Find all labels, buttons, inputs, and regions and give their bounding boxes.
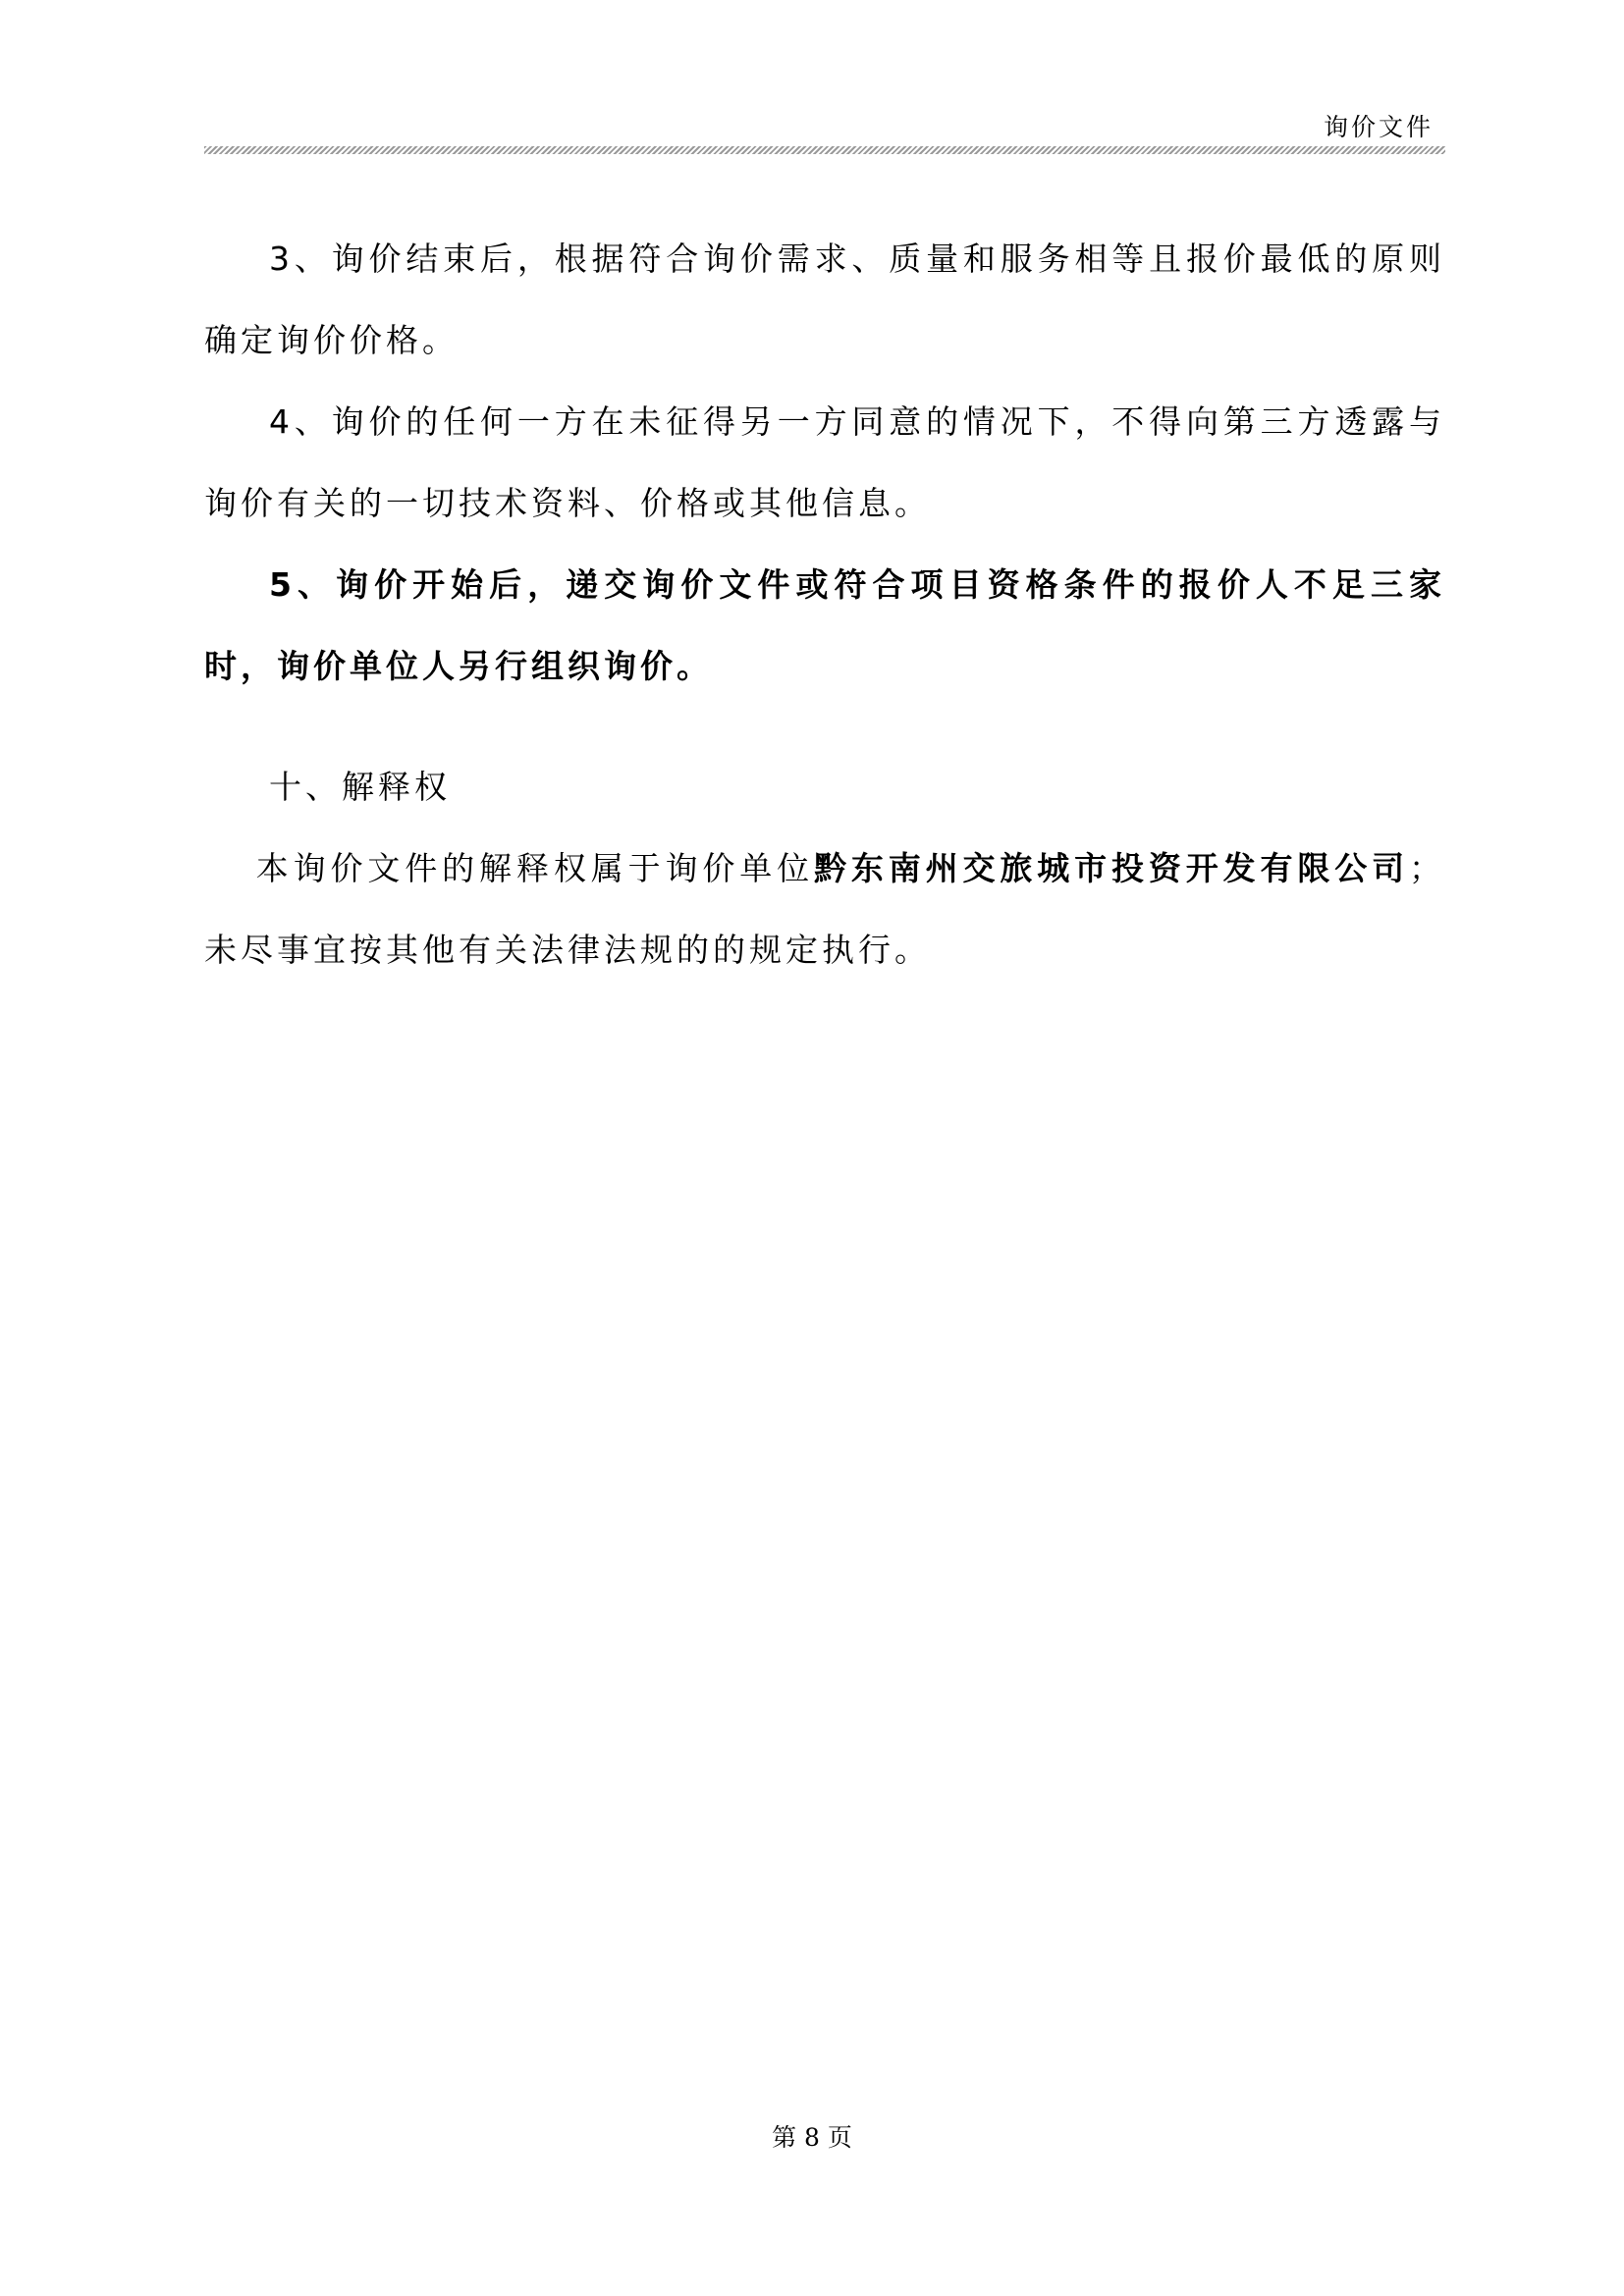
- page-number: 第 8 页: [772, 2123, 852, 2152]
- paragraph-4: 4、询价的任何一方在未征得另一方同意的情况下，不得向第三方透露与询价有关的一切技术资料、价格或其他信息。: [204, 402, 1445, 522]
- document-body: [204, 218, 1445, 990]
- header-title: 询价文件: [1323, 113, 1434, 141]
- paragraph-5: 5、询价开始后，递交询价文件或符合项目资格条件的报价人不足三家时，询价单位人另行组织询价。: [204, 565, 1445, 685]
- page-header: [204, 104, 1445, 143]
- paragraph-3: 3、询价结束后，根据符合询价需求、质量和服务相等且报价最低的原则确定询价价格。: [204, 240, 1445, 359]
- section-heading-interpretation: 十、解释权: [269, 768, 451, 806]
- company-name: 黔东南州交旅城市投资开发有限公司: [813, 849, 1410, 887]
- interpretation-paragraph: [204, 828, 1445, 990]
- header-divider: [204, 146, 1445, 154]
- interpretation-text-before: 本询价文件的解释权属于询价单位: [255, 849, 814, 887]
- interpretation-text-after: ；未尽事宜按其他有关法律法规的的规定执行。: [204, 849, 1446, 969]
